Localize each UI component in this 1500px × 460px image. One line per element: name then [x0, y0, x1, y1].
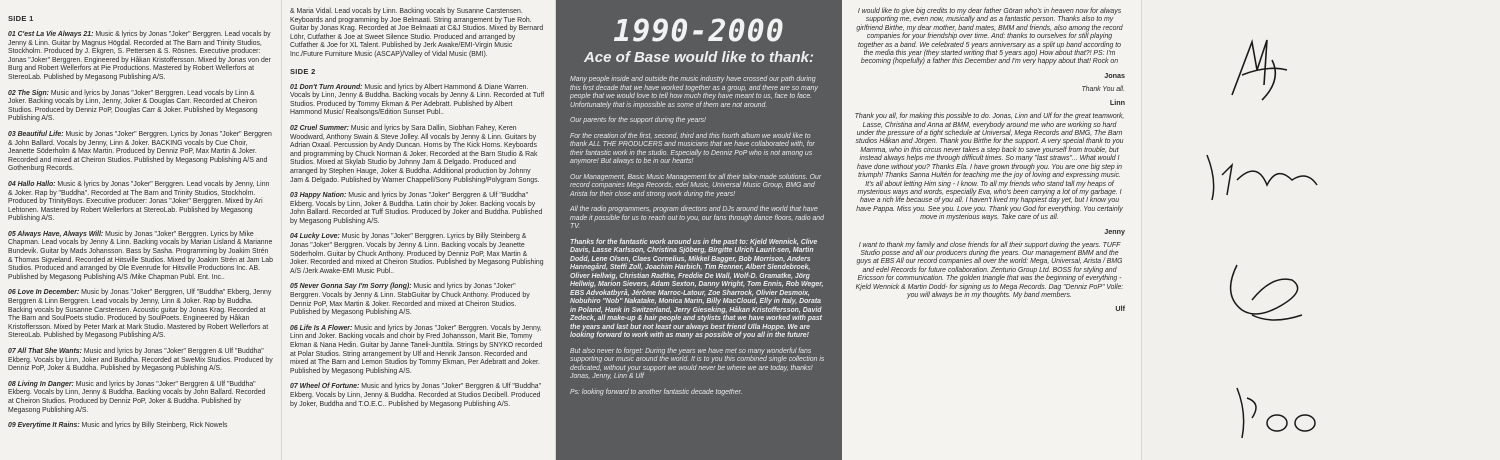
track-credit [8, 90, 273, 124]
track-text: Music and lyrics by Jonas "Joker" Berggren & Ulf "Buddha" Ekberg. Vocals by Linn, Joker and Buddha. Recorded at SweMix Studios. Produced by Denniz PoP, Joker & Buddha. Published by Megasong Publishing A/S. [8, 348, 273, 373]
track-title: 04 Lucky Love: [290, 233, 340, 241]
jenny-signoff: Jenny [1104, 226, 1125, 236]
thanks-paragraph: All the radio programmers, program directors and DJs around the world that have made it possible for us to reach out to you, our fans through dance floors, radio and TV. [570, 206, 824, 230]
track-title: 07 All That She Wants: [8, 348, 82, 355]
track-text: Music & lyrics by Jonas "Joker" Berggren. Lead vocals by Jenny & Linn. Guitar by Magnus Högdal. Recorded at The Barn and Trinity Studios, Stockholm. Produced by J. Ekgren, S. Pettersen & S. Rösnes. Executive producer: Jonas "Joker" Berggren. Engineered by Håkan Kristoffersson. Mixed by Jonas von der Burg and Robert Wellerfors at Pie Productions. Mastered by Robert Wellerfors at StereoLab. Published by Megasong Publishing A/S. [8, 31, 271, 81]
thanks-paragraph: Our parents for the support during the years! [570, 117, 706, 124]
track-text: Music and lyrics by Sara Dallin, Siobhan Fahey, Keren Woodward, Anthony Swain & Steve Jolley. All vocals by Jenny & Linn. Guitars by Adrian Oxaal. Percussion by Andy Duncan. Horns by The Kick Horns. Keyboards and programming by Chuck Norman & Joker. Recorded at the Barn Studio & Rak Studios. Mixed at Skylab Studio by Johnny Jam & Delgado. Produced and arranged by Stephen Hauge, Joker & Buddha. Additional production by Johnny Jam & Delgado. Published by Warner Chappell/Sony Publishing/Polygram Songs. [290, 124, 540, 184]
track-credit [8, 181, 273, 224]
linn-thanks: Thank You all. [1081, 85, 1125, 93]
track-title: 01 Don't Turn Around: [290, 83, 363, 91]
track-credit [8, 231, 273, 283]
ulf-thanks: I want to thank my family and close friends for all their support during the years. TUFF Studio posse and all our producers during the years. Our management BMM and the guys at EBS All our record companies all over the world: Mega, Universal, Arista / BMG and edel Records for future collaboration. Zenturio Group Ltd. BOSS for styling and Ericsson for communication. The golden triangle that was the beginning of everything - Kjeld Wennick & Martin Dodd- for signing us to Mega Records. Dag "Denniz PoP" Volle: you will always be in my thoughts. My band members. [855, 241, 1124, 299]
thanks-paragraph: Many people inside and outside the music industry have crossed our path during this first decade that we have worked together as a group, and there are so many people that we would love to tell how much they have meant to us, face to face. Unfortunately that is impossible as some of them are not around. [570, 76, 818, 109]
thanks-paragraph: For the creation of the first, second, third and this fourth album we would like to thank ALL THE PRODUCERS and musicians that we have collaborated with, for their fantastic work in the studio. Especially to Denniz PoP who is not among us anymore! But always to be in our hearts! [570, 132, 815, 165]
signature-2 [1197, 140, 1337, 220]
jonas-thanks: I would like to give big credits to my dear father Göran who's in heaven now for always supporting me, even now, musically and as a fantastic person. Thanks also to my girlfriend Birthe, my dear mother, band mates, BMM and friends, also among the record companies for your friendship over time. And: thanks to ourselves for still playing together as a band. We celebrated 5 years anniversary as a split up band according to the media this year (they started writing that 5 years ago) How about that?! PS: I'm becoming (hopefully) a father this December and I'm very happy about that! Rock on [856, 8, 1123, 66]
track-text: Music and lyrics by Jonas "Joker" Berggren. Lead vocals by Linn & Joker. Backing vocals by Linn, Jenny, Joker & Douglas Carr. Recorded at Cheiron Studios. Produced by Denniz PoP, Douglas Carr & Joker. Published by Megasong Publishing A/S. [8, 89, 258, 123]
track-text: Music and lyrics by Jonas "Joker" Berggren. Vocals by Jenny, Linn and Joker. Backing vocals and choir by Fred Johansson, Marit Bie, Tommy Ekman & Nana Hedin. Guitar by Janne Taneli-Junttila. Strings by SNYKO recorded at Polar Studios. String arrangement by Ulf and Henrik Janson. Recorded and mixed at The Barn and Lemon Studios by Tommy Ekman, Per Adebratt and Joker. Published by Megasong Publishing A/S. [290, 324, 543, 375]
track-title: 01 C'est La Vie Always 21: [8, 31, 94, 38]
track-credit [8, 348, 273, 374]
years-title: 1990-2000 [613, 14, 785, 49]
signature-3 [1212, 255, 1322, 335]
signature-4 [1217, 378, 1327, 448]
track-title: 08 Living In Danger: [8, 380, 74, 388]
track-credit [290, 383, 545, 409]
thanks-panel [556, 0, 842, 460]
thanks-paragraph: But also never to forget: During the years we have met so many wonderful fans supporting our music around the world. It is to you this combined single collection is dedicated, without your support we would never be where we are today, thanks! Jonas, Jenny, Linn & Ulf [570, 347, 825, 380]
track-text: Music by Jonas "Joker" Berggren. Lyrics by Jonas "Joker" Berggren & John Ballard. Vocals by Jenny, Linn & Joker. BACKING vocals by Cue Choir, Jeanette Söderholm & Max Martin. Produced by Denniz PoP, Max Martin & Joker. Recorded and mixed at Cheiron Studios. Published by Megasong Publishing A/S and Gothenburg Records. [8, 130, 272, 173]
signatures-panel [1142, 0, 1500, 460]
thanks-paragraph: Our Management, Basic Music Management for all their tailor-made solutions. Our record companies Mega Records, edel Music, Universal Music Group, BMG and Arista for their close and strong work during the years! [570, 173, 822, 198]
track-credit [8, 381, 273, 415]
track-text: Music by Jonas "Joker" Berggren. Lyrics by Billy Steinberg & Jonas "Joker" Berggren. Vocals by Jenny & Linn. Backing vocals by Jeanette Söderholm. Guitar by Chuck Anthony. Produced by Denniz PoP, Max Martin & Joker. Recorded and mixed at Cheiron Studios. Published by Megasong Publishing A/S /Jerk Awake-EMI Music Publ.. [290, 233, 544, 275]
side1-track-list [8, 31, 273, 431]
track-text: Music & lyrics by Jonas "Joker" Berggren. Lead vocals by Jenny, Linn & Joker. Rap by "Buddha". Recorded at The Barn and Trinity Studios, Stockholm. Produced by TrinityBoys. Executive producer: Jonas "Joker" Berggren. Mixed by Ari Lehtonen. Mastered by Robert Wellerfors at StereoLab. Published by Megasong Publishing A/S. [8, 180, 270, 223]
track-title: 07 Wheel Of Fortune: [290, 383, 360, 391]
track-credit [290, 325, 545, 377]
side1-heading: SIDE 1 [8, 14, 34, 23]
track-credit [8, 131, 273, 174]
thanks-paragraph: Ps: looking forward to another fantastic decade together. [570, 388, 743, 396]
track-title: 05 Always Have, Always Will: [8, 230, 104, 238]
track-credit [8, 31, 273, 83]
track-continuation: & Maria Vidal. Lead vocals by Linn. Backing vocals by Susanne Carstensen. Keyboards and programming by Joe Belmaati. String arrangement by Tue Roh. Guitar by Jonas Krag. Recorded at Joe Belmaati at C&J Studios. Mixed by Bernard Löhr, Cutfather & Joe at Sweet Silence Studio. Produced and arranged by Cutfather & Joe for XL Talent. Published by Jerk Awake/EMI-Virgin Music Inc./Future Furniture Music (ASCAP)/Valley of Vidal Music (BMI). [290, 8, 544, 58]
side2-heading: SIDE 2 [290, 66, 316, 76]
track-text: Music and lyrics by Jonas "Joker" Berggren. Vocals by Jenny & Linn. StabGuitar by Chuck Anthony. Produced by Denniz PoP, Max Martin & Joker. Recorded and mixed at Cheiron Studios. Published by Megasong Publishing A/S. [290, 283, 530, 317]
track-text: Music by Jonas "Joker" Berggren. Lyrics by Mike Chapman. Lead vocals by Jenny & Linn. Backing vocals by Marian Lisland & Marianne Bundevik. Guitar by Mads Johansson. Bass by Sasha. Programming by Joakim Strén & Thomas Sigveland. Recorded at Hitsville Studios. Mixed by Joakim Strén at Jam Lab Studios. Produced and arranged by Ole Evenrude for Hitsville Productions Inc. AB. Published by Megasong Publishing A/S /Mike Chapman Publ. Ent. Inc.. [8, 230, 273, 281]
track-text: Music and lyrics by Albert Hammond & Diane Warren. Vocals by Linn, Jenny & Buddha. Backing vocals by Jenny & Linn. Recorded at Tuff Studios. Produced by Tommy Ekman & Per Adebratt. Published by Albert Hammond Music/ Realsongs/Edition Sunset Publ.. [290, 83, 545, 117]
track-text: Music and lyrics by Jonas "Joker" Berggren & Ulf "Buddha" Ekberg. Vocals by Linn, Joker & Buddha. Latin choir by Joker. Backing vocals by John Ballard. Recorded at Tuff Studios. Produced by Joker and Buddha. Published by Megasong Publishing A/S. [290, 192, 543, 225]
track-credit [290, 192, 545, 226]
track-title: 05 Never Gonna Say I'm Sorry (long): [290, 283, 412, 291]
track-title: 02 Cruel Summer: [290, 124, 349, 132]
side2-panel [282, 0, 556, 460]
personal-thanks-panel [842, 0, 1142, 460]
track-credit [290, 125, 545, 185]
side1-panel [0, 0, 282, 460]
track-credit [8, 289, 273, 341]
thanks-subtitle: Ace of Base would like to thank: [583, 49, 815, 66]
linn-signoff: Linn [1109, 98, 1125, 108]
track-text: Music by Jonas "Joker" Berggren, Ulf "Buddha" Ekberg, Jenny Berggren & Linn Berggren. Lead vocals by Jenny, Linn & Joker. Rap by Buddha. Backing vocals by Susanne Carstensen. Acoustic guitar by Jonas Krag. Recorded at The Barn and SoulPoets studio. Produced by SoulPoets. Engineered by Håkan Kristoffersson. Mixed by Peter Mark at Mark Studio. Mastered by Robert Wellerfors at StereoLab. Published by Megasong Publishing A/S. [8, 289, 272, 340]
track-text: Music and lyrics by Jonas "Joker" Berggren & Ulf "Buddha" Ekberg. Vocals by Linn, Jenny & Buddha. Recorded at Studios Decibell. Produced by Joker, Buddha and T.O.E.C.. Published by Megasong Publishing A/S. [290, 383, 542, 408]
track-text: Music and lyrics by Jonas "Joker" Berggren & Ulf "Buddha" Ekberg. Vocals by Linn, Jenny & Buddha. Backing vocals by John Ballard. Recorded at Cheiron Studios. Produced by Denniz PoP, Joker & Buddha. Published by Megasong Publishing A/S. [8, 380, 266, 414]
track-credit [290, 283, 545, 317]
thanks-paragraph: Thanks for the fantastic work around us in the past to: Kjeld Wennick, Clive Davis, Lasse Karlsson, Christina Sjöberg, Birgitte Ulrich Laurit-sen, Martin Dodd, Lene Olsen, Claes Cornelius, Mikkel Bagger, Bob Morrison, Anders Hannegård, Steffi Zoll, Joachim Harbich, Tim Renner, Albert Slendebroek, Oliver Hellwig, Christian Radtke, Freddie De Wall, Wolf-D. Gramatke, Jörg Hellwig, Marion Sievers, Adam Sexton, Danny Wright, Tom Ennis, Rob Weger, EBS Advokatbyrå, Jérôme Marroc-Latour, Zoe Sharrock, Olivier Desmoix, Nobuhiro "Nob" Nakatake, Monica Marin, Billy MacCloud, Elly in Italy, Dorata in Poland, Hank in Switzerland, Jerry Gieseking, Håkan Kristoffersson, David Zedeck, all make-up & hair people and stylists that we have worked with past the years and last but not least our always best friend Ulla Hoppe. We are looking forward to work with as many as possible of you all in the future! [570, 238, 824, 339]
track-credit [290, 84, 545, 118]
jonas-signoff: Jonas [1104, 70, 1125, 80]
track-title: 02 The Sign: [8, 89, 49, 97]
track-text: Music and lyrics by Billy Steinberg, Rick Nowels [81, 422, 228, 430]
track-title: 06 Love In December: [8, 289, 80, 297]
track-title: 03 Happy Nation: [290, 192, 347, 200]
jenny-thanks: Thank you all, for making this possible to do. Jonas, Linn and Ulf for the great teamwork, Lasse, Christina and Anna at BMM, everybody around me who are working so hard under the pressure of a tight schedule at Universal, Mega Records and BMG, The Barn studios Håkan and Jörgen. Thank you Birthe for the support. A very special thank to you Mamma, who in this circus never takes a step back to save yourself from trouble, but instead always helps me through difficult times. So many "last straws"... What would I have done without you? Thanks Ela. I have grown through you. You are one big step in triumph! Thanks Sanna Hultén for teaching me the joy of loving and expressing music. It's all about letting Him sing - I know. To all my friends who stand tall my heaps of mysterious ways and words, especially Eva, who's been carrying a lot of my garbage. I have a rich life because of you all. I haven't lived my happiest day yet, but I know you have Pappa. Miss you. See you. Love you. Thank you God for everything. You certainly move in mysterious ways. Take care of us all. [854, 113, 1125, 222]
track-credit [290, 233, 545, 276]
track-title: 06 Life Is A Flower: [290, 324, 353, 332]
signature-1 [1212, 30, 1302, 110]
track-title: 03 Beautiful Life: [8, 130, 64, 138]
side2-track-list [290, 84, 545, 410]
track-title: 04 Hallo Hallo: [8, 180, 56, 188]
track-title: 09 Everytime It Rains: [8, 422, 80, 430]
ulf-signoff: Ulf [1115, 304, 1125, 314]
track-credit [8, 422, 273, 431]
